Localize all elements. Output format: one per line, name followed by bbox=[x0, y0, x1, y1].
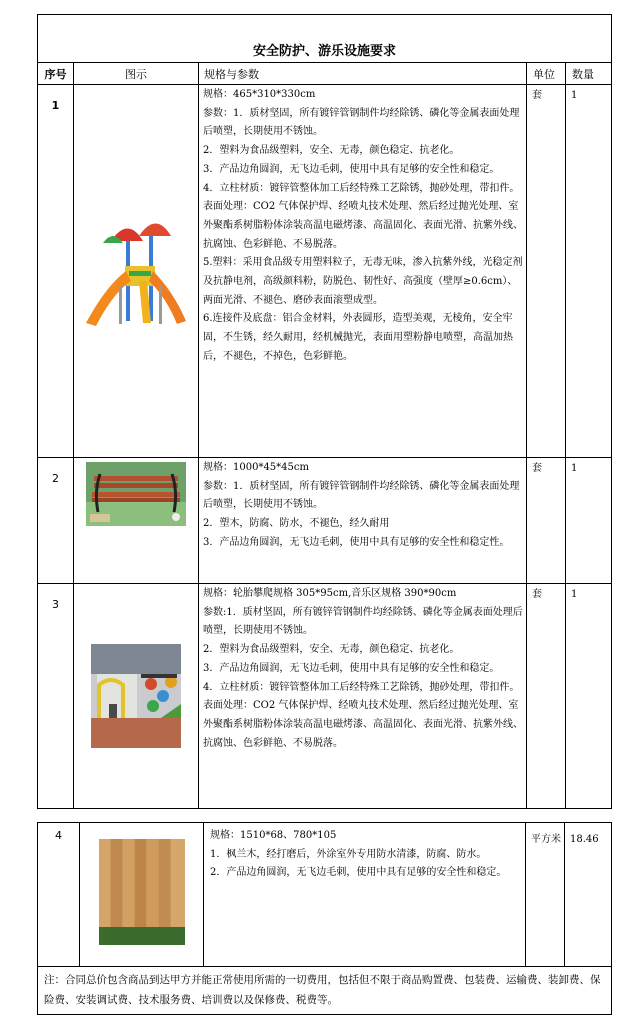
row-qty: 1 bbox=[566, 85, 612, 458]
header-no: 序号 bbox=[38, 63, 74, 85]
row-qty: 1 bbox=[566, 584, 612, 809]
spec-line: 2．产品边角圆润，无飞边毛刺，使用中具有足够的安全性和稳定。 bbox=[210, 867, 507, 879]
spec-line: 参数：1．质材坚固，所有镀锌管钢制件均经除锈、磷化等金属表面处理后喷塑，长期使用不锈蚀。 bbox=[203, 480, 520, 511]
row-spec bbox=[199, 584, 527, 809]
header-image: 图示 bbox=[74, 63, 199, 85]
row-image bbox=[80, 823, 204, 967]
row-unit: 套 bbox=[527, 85, 566, 458]
table-row bbox=[38, 584, 612, 809]
row-no: 3 bbox=[38, 584, 74, 809]
park-bench-icon bbox=[86, 462, 186, 526]
spec-line: 参数：1．质材坚固，所有镀锌管钢制件均经除锈、磷化等金属表面处理后喷塑，长期使用不锈蚀。 bbox=[203, 107, 520, 138]
row-image bbox=[74, 584, 199, 809]
table-title: 安全防护、游乐设施要求 bbox=[38, 15, 612, 63]
spec-line: 1．枫兰木，经打磨后，外涂室外专用防水清漆，防腐、防水。 bbox=[210, 848, 487, 860]
header-unit: 单位 bbox=[527, 63, 566, 85]
requirements-table-continued bbox=[37, 822, 611, 1015]
requirements-table bbox=[37, 14, 611, 809]
row-unit: 套 bbox=[527, 584, 566, 809]
row-no: 1 bbox=[38, 85, 74, 458]
playground-slide-icon bbox=[81, 211, 191, 331]
spec-line: 3．产品边角圆润，无飞边毛刺，使用中具有足够的安全性和稳定。 bbox=[203, 662, 500, 674]
table-row bbox=[38, 823, 612, 967]
row-unit: 套 bbox=[527, 458, 566, 584]
row-unit: 平方米 bbox=[526, 823, 565, 967]
spec-line: 参数:1．质材坚固，所有镀锌管钢制件均经除锈、磷化等金属表面处理后喷塑，长期使用不锈蚀。 bbox=[203, 606, 523, 637]
spec-line: 2．塑料为食品级塑料，安全、无毒，颜色稳定、抗老化。 bbox=[203, 644, 460, 656]
row-spec bbox=[204, 823, 526, 967]
music-wall-icon bbox=[91, 644, 181, 748]
contract-note: 注：合同总价包含商品到达甲方并能正常使用所需的一切费用，包括但不限于商品购置费、包装费、运输费、装卸费、保险费、安装调试费、技术服务费、培训费以及保修费、税费等。 bbox=[38, 967, 612, 1015]
row-qty: 1 bbox=[566, 458, 612, 584]
header-row bbox=[38, 63, 612, 85]
spec-line: 2．塑料为食品级塑料，安全、无毒，颜色稳定、抗老化。 bbox=[203, 145, 460, 157]
spec-line: 4．立柱材质：镀锌管整体加工后经特殊工艺除锈，抛砂处理，带扣件。表面处理：CO2 气体保护焊、经喷丸技术处理、然后经过抛光处理、室外聚酯系树脂粉体涂装高温电磁烤漆、高温固化、表面光滑、抗紫外线、抗腐蚀、色彩鲜艳、不易脱落。 bbox=[203, 182, 523, 250]
row-no: 4 bbox=[38, 823, 80, 967]
spec-line: 4．立柱材质：镀锌管整体加工后经特殊工艺除锈，抛砂处理，带扣件。表面处理：CO2 气体保护焊、经喷丸技术处理、然后经过抛光处理、室外聚酯系树脂粉体涂装高温电磁烤漆、高温固化、表面光滑、抗紫外线、抗腐蚀、色彩鲜艳、不易脱落。 bbox=[203, 681, 523, 749]
row-image bbox=[74, 458, 199, 584]
row-spec bbox=[199, 85, 527, 458]
spec-line: 3．产品边角圆润，无飞边毛刺，使用中具有足够的安全性和稳定。 bbox=[203, 163, 500, 175]
spec-line: 6.连接件及底盘：铝合金材料，外表圆形，造型美观，无棱角，安全牢固，不生锈，经久耐用，经机械抛光，表面用塑粉静电喷塑，高温加热后，不褪色，不掉色，色彩鲜艳。 bbox=[203, 313, 513, 362]
spec-line: 3．产品边角圆润，无飞边毛刺，使用中具有足够的安全性和稳定性。 bbox=[203, 536, 510, 548]
row-no: 2 bbox=[38, 458, 74, 584]
spec-line: 规格：1510*68、780*105 bbox=[210, 830, 337, 841]
spec-line: 5.塑料：采用食品级专用塑料粒子，无毒无味，渗入抗紫外线，光稳定剂及抗静电剂，高级颜料粉，防脱色、韧性好、高强度（壁厚≥0.6cm）、两面光滑、不褪色、磨砂表面滚塑成型。 bbox=[203, 257, 523, 306]
row-spec bbox=[199, 458, 527, 584]
row-image bbox=[74, 85, 199, 458]
spec-line: 规格：1000*45*45cm bbox=[203, 462, 309, 473]
table-row bbox=[38, 458, 612, 584]
spec-line: 规格：465*310*330cm bbox=[203, 89, 316, 100]
spec-line: 规格：轮胎攀爬规格 305*95cm,音乐区规格 390*90cm bbox=[203, 588, 457, 599]
wood-fence-icon bbox=[99, 839, 185, 945]
note-row bbox=[38, 967, 612, 1015]
header-spec: 规格与参数 bbox=[199, 63, 527, 85]
header-qty: 数量 bbox=[566, 63, 612, 85]
row-qty: 18.46 bbox=[565, 823, 612, 967]
spec-line: 2．塑木，防腐、防水，不褪色，经久耐用 bbox=[203, 518, 390, 530]
table-row bbox=[38, 85, 612, 458]
